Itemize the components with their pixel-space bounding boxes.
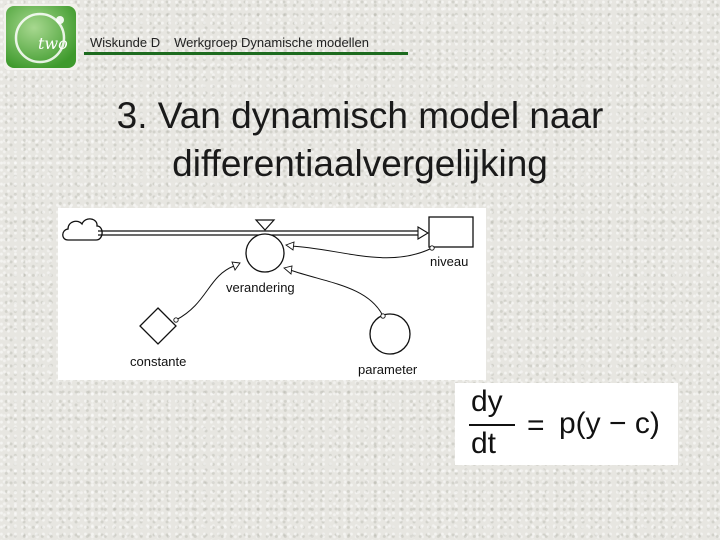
formula-denominator: dt [471,427,497,460]
stock-label: niveau [430,254,469,269]
fraction-bar [469,424,515,426]
cloud-icon [63,219,102,240]
stock-icon [429,217,473,247]
slide-title-line-2: differentiaalvergelijking [172,143,548,184]
logo [4,4,78,70]
formula-numerator: dy [471,385,503,418]
stock-flow-diagram [58,208,486,380]
differential-equation [455,383,678,465]
course-name: Wiskunde D [90,35,161,50]
converter-icon [370,314,410,354]
slide-title [0,92,720,188]
valve-icon [256,220,274,230]
constant-label: constante [130,354,187,369]
constant-icon [140,308,176,344]
logo-text: two [38,34,68,53]
formula-equals: = [527,409,545,442]
slide-title-line-1: 3. Van dynamisch model naar [116,95,604,136]
flow-label: verandering [226,280,295,295]
header-rule [84,52,408,55]
formula-rhs: p(y − c) [559,407,660,440]
workgroup-name: Werkgroep Dynamische modellen [174,35,369,50]
parameter-label: parameter [358,362,418,377]
converter-icon [246,234,284,272]
header [90,35,369,50]
